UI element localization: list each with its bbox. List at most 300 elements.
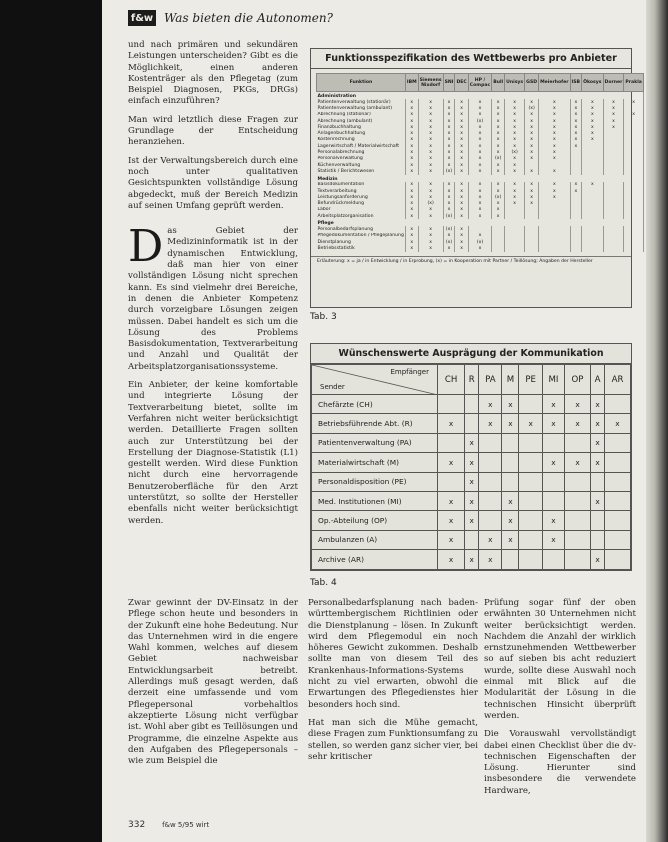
function-label: Abrechnung (stationär) (317, 112, 406, 118)
table-cell: x (542, 453, 564, 472)
table-cell (505, 245, 525, 251)
row-label: Patientenverwaltung (PA) (312, 433, 438, 452)
table-cell: x (468, 182, 491, 188)
table-row (312, 530, 631, 549)
table-cell: x (443, 143, 455, 149)
table-cell: x (418, 194, 443, 200)
table-cell: x (405, 149, 418, 155)
table-row (312, 453, 631, 472)
group-label: Administration (317, 92, 644, 100)
table-cell: x (468, 156, 491, 162)
table-cell: x (468, 207, 491, 213)
table-cell: x (455, 112, 468, 118)
vendor-header: Ökosys (582, 74, 603, 92)
table-cell: (x) (492, 194, 505, 200)
table-cell: x (418, 130, 443, 136)
table-cell (502, 550, 519, 569)
table-cell: x (525, 188, 539, 194)
recipient-label: Empfänger (390, 368, 429, 376)
table-cell: x (502, 414, 519, 433)
table-cell (582, 245, 603, 251)
table-cell: x (582, 99, 603, 105)
table-cell: x (505, 124, 525, 130)
table-cell: x (468, 149, 491, 155)
table-cell: x (468, 188, 491, 194)
table-cell: x (455, 194, 468, 200)
function-label: Personalabrechnung (317, 149, 406, 155)
row-label: Personaldisposition (PE) (312, 472, 438, 491)
table-cell: x (582, 130, 603, 136)
table-cell: x (570, 99, 582, 105)
table-cell: x (570, 118, 582, 124)
table-cell: x (570, 130, 582, 136)
table-cell: x (405, 207, 418, 213)
table-cell: x (591, 414, 605, 433)
table-cell: x (539, 143, 570, 149)
table-cell: x (570, 182, 582, 188)
page-footer (128, 820, 209, 830)
column-header: PE (519, 365, 542, 395)
table-cell: x (505, 182, 525, 188)
table-cell: x (465, 511, 479, 530)
table-cell: x (405, 162, 418, 168)
table-cell: x (505, 200, 525, 206)
table-cell: x (492, 182, 505, 188)
vendor-header: Dorner (603, 74, 624, 92)
table-cell: x (564, 414, 590, 433)
table-cell: x (539, 194, 570, 200)
function-label: Dienstplanung (317, 239, 406, 245)
table-cell: x (539, 130, 570, 136)
table-cell: x (539, 168, 570, 174)
table-cell: x (443, 112, 455, 118)
table-cell: x (570, 124, 582, 130)
table-cell: x (405, 143, 418, 149)
table-cell: x (443, 118, 455, 124)
table-cell: x (468, 233, 491, 239)
table-cell: x (455, 130, 468, 136)
table-cell (542, 433, 564, 452)
table-cell: x (438, 491, 465, 510)
table-cell: x (455, 168, 468, 174)
table-cell: x (418, 149, 443, 155)
vendor-function-matrix (316, 73, 644, 252)
table-cell: x (492, 168, 505, 174)
table-cell: x (479, 414, 502, 433)
table-cell: x (443, 200, 455, 206)
table-cell: x (455, 162, 468, 168)
table-cell: x (443, 194, 455, 200)
table-cell: x (443, 245, 455, 251)
table-cell (519, 395, 542, 414)
table-cell: x (443, 149, 455, 155)
table-cell (465, 530, 479, 549)
table-cell (479, 511, 502, 530)
column-header: OP (564, 365, 590, 395)
table-cell: x (418, 118, 443, 124)
row-label: Med. Institutionen (MI) (312, 491, 438, 510)
table-row (312, 414, 631, 433)
table-cell: x (591, 433, 605, 452)
table-cell (604, 491, 630, 510)
table-cell: x (405, 182, 418, 188)
table-cell: x (468, 200, 491, 206)
table-cell: x (465, 472, 479, 491)
table-cell (591, 530, 605, 549)
table-cell: x (564, 453, 590, 472)
table-row (312, 491, 631, 510)
table-cell: x (418, 105, 443, 111)
table-cell: x (438, 550, 465, 569)
table-cell: x (443, 182, 455, 188)
table-cell: x (455, 143, 468, 149)
function-label: Leistungsanforderung (317, 194, 406, 200)
table-cell (564, 530, 590, 549)
table-cell: x (418, 162, 443, 168)
table-cell (438, 433, 465, 452)
table-cell: (x) (468, 239, 491, 245)
function-label: Abrechnung (ambulant) (317, 118, 406, 124)
table-cell: x (492, 130, 505, 136)
table-row (312, 511, 631, 530)
table-cell: x (455, 200, 468, 206)
table-cell: x (505, 99, 525, 105)
corner-cell (312, 365, 438, 395)
table-cell: x (443, 105, 455, 111)
table-cell (465, 395, 479, 414)
column-2 (308, 598, 478, 770)
row-label: Archive (AR) (312, 550, 438, 569)
column-header: CH (438, 365, 465, 395)
table-cell: x (570, 137, 582, 143)
table-cell: (x) (418, 200, 443, 206)
table-cell (604, 530, 630, 549)
vendor-header: DEC (455, 74, 468, 92)
table-cell (438, 395, 465, 414)
table-cell: x (502, 530, 519, 549)
vendor-header: Bull (492, 74, 505, 92)
table-cell: x (502, 491, 519, 510)
table-cell: x (405, 213, 418, 219)
table-cell: x (418, 156, 443, 162)
table-cell (624, 245, 643, 251)
table-cell: x (591, 453, 605, 472)
table-cell (479, 433, 502, 452)
table-cell: x (505, 194, 525, 200)
table-cell: x (443, 233, 455, 239)
table-cell: x (455, 226, 468, 232)
vendor-header: Prakla (624, 74, 643, 92)
communication-matrix (311, 364, 631, 570)
table-cell: x (505, 130, 525, 136)
paragraph: Das Gebiet der Medizininformatik ist in der dynamischen Entwicklung, daß man hier von einer vollständigen Lösung nicht sprechen kann. Es sind vielmehr drei Bereiche, in denen die Anbieter Kompetenz durch vorzeigbare Lösungen zeigen müssen. Dabei handelt es sich um die Lösung des Problems Basisdokumentation, Textverarbeitung und Anzahl und Qualität der Arbeitsplatzorganisationssysteme. (128, 221, 298, 372)
table-cell: x (479, 395, 502, 414)
table-cell (604, 550, 630, 569)
table-cell (519, 472, 542, 491)
table-cell: x (505, 112, 525, 118)
table-cell: x (519, 414, 542, 433)
table-cell: x (405, 200, 418, 206)
table-cell: x (468, 168, 491, 174)
table-cell: x (492, 124, 505, 130)
table-cell: x (542, 414, 564, 433)
table-cell: x (492, 149, 505, 155)
table-cell: x (525, 200, 539, 206)
table-cell: x (443, 156, 455, 162)
table-cell (438, 472, 465, 491)
table-cell: x (492, 188, 505, 194)
table-cell: x (405, 118, 418, 124)
table-cell (492, 245, 505, 251)
function-label: Patientenverwaltung (ambulant) (317, 105, 406, 111)
table-cell: x (465, 433, 479, 452)
function-label: Personalverwaltung (317, 156, 406, 162)
table-cell: x (468, 137, 491, 143)
table-cell: x (443, 207, 455, 213)
paragraph: Hat man sich die Mühe gemacht, diese Fragen zum Funktionsumfang zu stellen, so werden ganz sicher vier, bei sehr kritischer (308, 717, 478, 762)
table-cell: x (525, 112, 539, 118)
table-cell: x (591, 395, 605, 414)
row-label: Op.-Abteilung (OP) (312, 511, 438, 530)
table-cell (479, 472, 502, 491)
function-label: Lagerwirtschaft / Materialwirtschaft (317, 143, 406, 149)
table-cell: x (539, 105, 570, 111)
table-cell (465, 414, 479, 433)
table-cell: x (405, 105, 418, 111)
table-cell: x (525, 99, 539, 105)
table-cell (525, 245, 539, 251)
table-caption: Tab. 3 (310, 312, 337, 322)
column-3 (484, 598, 636, 804)
table-cell: x (455, 213, 468, 219)
table-cell: x (405, 233, 418, 239)
table-cell: x (455, 239, 468, 245)
row-label: Ambulanzen (A) (312, 530, 438, 549)
table-row (312, 433, 631, 452)
table-cell: x (492, 200, 505, 206)
table-cell: x (505, 143, 525, 149)
table-vendor-functions (310, 48, 642, 308)
table-cell (519, 511, 542, 530)
running-header (128, 10, 333, 26)
table-cell: x (455, 118, 468, 124)
table-cell: x (468, 124, 491, 130)
document-page (102, 0, 646, 842)
table-cell (564, 511, 590, 530)
table-cell (519, 433, 542, 452)
function-label: Textverarbeitung (317, 188, 406, 194)
table-cell (604, 433, 630, 452)
table-cell: x (443, 99, 455, 105)
table-cell: x (479, 550, 502, 569)
table-cell: x (443, 162, 455, 168)
magazine-logo: f&w (128, 10, 156, 26)
table-cell (519, 530, 542, 549)
sender-label: Sender (320, 383, 345, 391)
column-header: MI (542, 365, 564, 395)
function-label: Finanzbuchhaltung (317, 124, 406, 130)
table-cell: x (405, 137, 418, 143)
table-cell: x (405, 124, 418, 130)
table-cell: x (539, 124, 570, 130)
table-cell: x (418, 182, 443, 188)
table-cell: x (525, 143, 539, 149)
column-header: PA (479, 365, 502, 395)
table-row (312, 550, 631, 569)
table-cell: x (604, 414, 630, 433)
table-cell: x (418, 112, 443, 118)
table-title: Wünschenswerte Ausprägung der Kommunikation (311, 344, 631, 364)
table-cell: (x) (443, 213, 455, 219)
table-cell: x (418, 207, 443, 213)
table-cell: x (492, 112, 505, 118)
table-cell: x (405, 194, 418, 200)
table-cell (542, 491, 564, 510)
table-cell (591, 511, 605, 530)
table-cell: x (525, 149, 539, 155)
row-label: Betriebsführende Abt. (R) (312, 414, 438, 433)
column-1 (128, 40, 298, 534)
page-edge (646, 0, 668, 842)
table-cell: x (582, 105, 603, 111)
column-header: R (465, 365, 479, 395)
table-cell (519, 491, 542, 510)
table-row (312, 472, 631, 491)
vendor-header: SNI (443, 74, 455, 92)
function-label: Anlagenbuchhaltung (317, 130, 406, 136)
paragraph: Die Vorauswahl vervollständigt dabei einen Checklist über die dv-technischen Eigenschaften der Lösung. Hierunter sind insbesondere die verwendete Hardware, (484, 729, 636, 796)
rubric-title: Was bieten die Autonomen? (164, 11, 333, 25)
table-cell: x (570, 188, 582, 194)
table-cell: x (405, 130, 418, 136)
table-cell: (x) (468, 118, 491, 124)
table-cell: x (455, 124, 468, 130)
table-cell: x (455, 207, 468, 213)
table-cell: x (468, 105, 491, 111)
table-cell: x (468, 112, 491, 118)
row-label: Materialwirtschaft (M) (312, 453, 438, 472)
table-cell: x (539, 156, 570, 162)
table-cell: x (505, 168, 525, 174)
table-cell: x (582, 112, 603, 118)
column-header: AR (604, 365, 630, 395)
table-cell: x (418, 168, 443, 174)
table-cell: x (468, 245, 491, 251)
table-cell: (x) (443, 239, 455, 245)
table-legend: Erläuterung: x = ja / in Entwicklung / in Erprobung, (x) = in Kooperation mit Partner / Teillösung; Angaben der Hersteller (311, 256, 631, 266)
table-cell: x (492, 162, 505, 168)
table-cell (604, 395, 630, 414)
function-label: Patientenverwaltung (stationär) (317, 99, 406, 105)
table-cell (479, 453, 502, 472)
table-cell: x (582, 124, 603, 130)
table-cell: x (582, 182, 603, 188)
table-cell (604, 453, 630, 472)
table-cell: x (438, 530, 465, 549)
table-cell (502, 472, 519, 491)
table-cell: x (505, 137, 525, 143)
table-cell: x (405, 245, 418, 251)
table-cell: x (479, 530, 502, 549)
vendor-header: ISB (570, 74, 582, 92)
table-cell: x (542, 511, 564, 530)
function-label: Befundrückmeldung (317, 200, 406, 206)
table-cell: x (405, 239, 418, 245)
table-cell: x (570, 105, 582, 111)
table-cell: x (505, 105, 525, 111)
table-cell: x (418, 233, 443, 239)
table-cell: x (525, 137, 539, 143)
table-cell: x (443, 124, 455, 130)
vendor-header: Unisys (505, 74, 525, 92)
table-cell: x (405, 226, 418, 232)
table-cell: x (492, 207, 505, 213)
function-label: Personalbedarfsplanung (317, 226, 406, 232)
table-cell: x (525, 168, 539, 174)
table-cell: x (603, 112, 624, 118)
column-header: A (591, 365, 605, 395)
table-cell (570, 245, 582, 251)
vendor-header: Siemens Nixdorf (418, 74, 443, 92)
table-cell: x (525, 130, 539, 136)
table-cell: x (465, 550, 479, 569)
table-cell: x (624, 112, 643, 118)
table-cell: x (465, 453, 479, 472)
table-cell (603, 245, 624, 251)
table-cell: x (468, 99, 491, 105)
table-cell: x (492, 213, 505, 219)
table-cell (564, 433, 590, 452)
table-cell: x (591, 491, 605, 510)
table-cell (591, 472, 605, 491)
table-cell: x (438, 453, 465, 472)
paragraph: Prüfung sogar fünf der oben erwähnten 30 Unternehmen nicht weiter berücksichtigt werden. Nachdem die Anzahl der wirklich ernstzunehmenden Wettbewerber so auf sieben bis acht reduziert wurde, sollte diese Auswahl noch einmal mit Blick auf die Modularität der Lösung in die technischen Hinsicht überprüft werden. (484, 598, 636, 721)
table-cell: x (405, 99, 418, 105)
row-label: Chefärzte (CH) (312, 395, 438, 414)
table-cell: x (443, 137, 455, 143)
table-cell: x (492, 105, 505, 111)
function-label: Statistik / Berichtswesen (317, 168, 406, 174)
table-cell: x (418, 239, 443, 245)
table-cell: x (525, 118, 539, 124)
paragraph: Personalbedarfsplanung nach baden-württembergischem Richtlinien oder die Dienstplanung – lösen. In Zukunft wird dem Pflegemodul ein noch höheres Gewicht zukommen. Deshalb sollte man von diesem Teil des Krankenhaus-Informations-Systems nicht zu viel erwarten, obwohl die Erwartungen des Pflegedienstes hier besonders hoch sind. (308, 598, 478, 710)
table-cell: x (455, 149, 468, 155)
table-cell: x (418, 124, 443, 130)
table-cell: x (455, 137, 468, 143)
table-cell: x (525, 182, 539, 188)
table-cell (564, 491, 590, 510)
paragraph: Ist der Verwaltungsbereich durch eine noch unter qualitativen Gesichtspunkten vollständige Lösung abgedeckt, muß der Bereich Medizin auf seinen Umfang geprüft werden. (128, 155, 298, 211)
vendor-header: HP / Compac (468, 74, 491, 92)
table-cell: x (418, 99, 443, 105)
table-cell: x (405, 156, 418, 162)
table-cell: x (405, 112, 418, 118)
table-cell: x (624, 99, 643, 105)
group-label: Medizin (317, 175, 644, 182)
function-label: Basisdokumentation (317, 182, 406, 188)
table-cell: x (492, 143, 505, 149)
table-cell: x (418, 143, 443, 149)
function-label: Küchenverwaltung (317, 162, 406, 168)
page-number: 332 (128, 820, 146, 830)
table-cell: x (438, 414, 465, 433)
table-cell: (x) (525, 105, 539, 111)
table-cell: x (542, 530, 564, 549)
table-cell: x (564, 395, 590, 414)
table-cell: x (603, 124, 624, 130)
table-cell: x (443, 130, 455, 136)
table-cell: x (525, 194, 539, 200)
